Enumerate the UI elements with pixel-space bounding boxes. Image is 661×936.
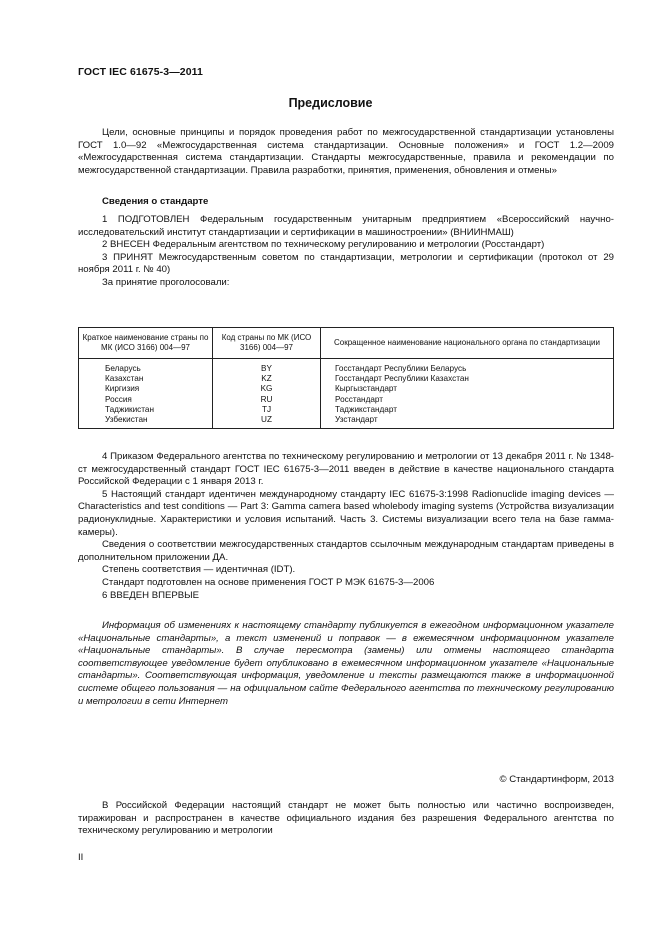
country-name: Беларусь xyxy=(79,359,213,375)
items-after-block xyxy=(78,451,614,602)
changes-info: Информация об изменениях к настоящему стандарту публикуется в ежегодном информационном указателе «Национальные стандарты», а текст изменений и поправок — в ежемесячном информационном указателе «Национальные стандарты». В случае пересмотра (замены) или отмены настоящего стандарта соответствующее уведомление будет опубликовано в ежемесячном информационном указателе «Национальные стандарты». Соответствующая информация, уведомление и тексты размещаются также в информационной системе общего пользования — на официальном сайте Федерального агентства по техническому регулированию и метрологии в сети Интернет xyxy=(78,620,614,707)
country-name: Казахстан xyxy=(79,374,213,384)
country-name: Таджикистан xyxy=(79,405,213,415)
item-1: 1 ПОДГОТОВЛЕН Федеральным государственным унитарным предприятием «Всероссийский научно-исследовательский институт стандартизации и сертификации в машиностроении» (ВНИИНМАШ) xyxy=(78,214,614,238)
table-header-row xyxy=(79,328,614,359)
voting-table xyxy=(78,327,614,429)
col-header-code: Код страны по МК (ИСО 3166) 004—97 xyxy=(213,328,321,359)
col-header-org: Сокращенное наименование национального органа по стандартизации xyxy=(321,328,614,359)
country-code: RU xyxy=(213,395,321,405)
table-row xyxy=(79,359,614,375)
standard-code: ГОСТ IEC 61675-3—2011 xyxy=(78,66,203,78)
page-number: II xyxy=(78,852,84,863)
degree-note: Степень соответствия — идентичная (IDT). xyxy=(102,564,296,576)
table-row xyxy=(79,395,614,405)
preface-intro: Цели, основные принципы и порядок проведения работ по межгосударственной стандартизации установлены ГОСТ 1.0—92 «Межгосударственная система стандартизации. Основные положения» и ГОСТ 1.2—2009 «Межгосударственная система стандартизации. Стандарты межгосударственные, правила и рекомендации по межгосударственной стандартизации. Правила разработки, принятия, применения, обновления и отмены» xyxy=(78,127,614,176)
table-row xyxy=(79,405,614,415)
item-6: 6 ВВЕДЕН ВПЕРВЫЕ xyxy=(102,589,200,601)
country-name: Узбекистан xyxy=(79,415,213,429)
info-heading: Сведения о стандарте xyxy=(102,196,209,207)
item-3: 3 ПРИНЯТ Межгосударственным советом по стандартизации, метрологии и сертификации (протокол от 29 ноября 2011 г. № 40) xyxy=(78,251,614,276)
country-code: KG xyxy=(213,384,321,394)
copyright: © Стандартинформ, 2013 xyxy=(499,774,614,785)
item-2: 2 ВНЕСЕН Федеральным агентством по техническому регулированию и метрологии (Росстандарт) xyxy=(102,239,545,251)
changes-info-block xyxy=(78,620,614,708)
prepared-note: Стандарт подготовлен на основе применения ГОСТ Р МЭК 61675-3—2006 xyxy=(102,576,435,588)
reproduction-notice: В Российской Федерации настоящий стандарт не может быть полностью или частично воспроизведен, тиражирован и распространен в качестве официального издания без разрешения Федерального агентства по техническому регулированию и метрологии xyxy=(78,800,614,837)
country-code: TJ xyxy=(213,405,321,415)
standards-body: Узстандарт xyxy=(321,415,614,429)
country-code: BY xyxy=(213,359,321,375)
col-header-country: Краткое наименование страны по МК (ИСО 3166) 004—97 xyxy=(79,328,213,359)
preface-intro-block xyxy=(78,127,614,177)
preface-title: Предисловие xyxy=(288,96,373,110)
item-4: 4 Приказом Федерального агентства по техническому регулированию и метрологии от 13 декабря 2011 г. № 1348-ст межгосударственный стандарт ГОСТ IEC 61675-3—2011 введен в действие в качестве национального стандарта Российской Федерации с 1 января 2013 г. xyxy=(78,451,614,488)
standards-body: Росстандарт xyxy=(321,395,614,405)
table-row xyxy=(79,374,614,384)
standards-body: Таджикстандарт xyxy=(321,405,614,415)
country-name: Киргизия xyxy=(79,384,213,394)
standards-body: Кыргызстандарт xyxy=(321,384,614,394)
item-5: 5 Настоящий стандарт идентичен международному стандарту IEC 61675-3:1998 Radionuclide imaging devices — Characteristics and test conditions — Part 3: Gamma camera based wholebody imaging systems (Устройства визуализации радионуклидные. Характеристики и условия испытаний. Часть 3. Системы визуализации всего тела на базе гамма-камеры). xyxy=(78,488,614,538)
info-items-block xyxy=(78,214,614,290)
standards-body: Госстандарт Республики Казахстан xyxy=(321,374,614,384)
table-row xyxy=(79,415,614,429)
country-code: KZ xyxy=(213,374,321,384)
country-code: UZ xyxy=(213,415,321,429)
country-name: Россия xyxy=(79,395,213,405)
voted-label: За принятие проголосовали: xyxy=(102,276,230,288)
references-note: Сведения о соответствии межгосударственных стандартов ссылочным международным стандартам приведены в дополнительном приложении ДА. xyxy=(78,539,614,563)
reproduction-notice-block xyxy=(78,800,614,838)
standards-body: Госстандарт Республики Беларусь xyxy=(321,359,614,375)
table-row xyxy=(79,384,614,394)
